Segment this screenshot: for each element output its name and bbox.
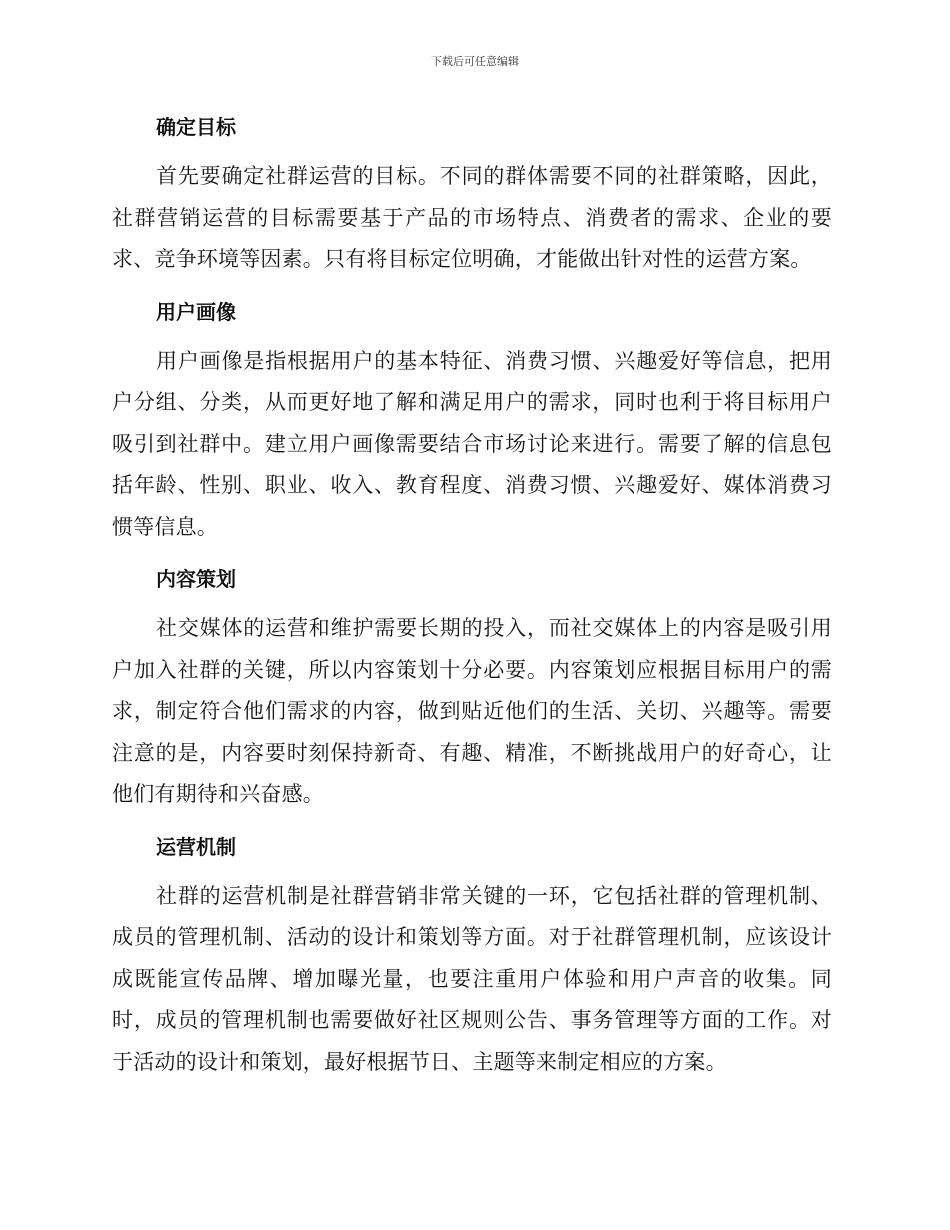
page-header-note: 下载后可任意编辑 [431,55,519,68]
section-paragraph: 用户画像是指根据用户的基本特征、消费习惯、兴趣爱好等信息，把用户分组、分类，从而更好地了解和满足用户的需求，同时也利于将目标用户吸引到社群中。建立用户画像需要结合市场讨论来进行。需要了解的信息包括年龄、性别、职业、收入、教育程度、消费习惯、兴趣爱好、媒体消费习惯等信息。 [112,348,832,539]
section-heading: 用户画像 [156,299,236,324]
section-content-planning [112,558,832,816]
section-operation-mechanism [112,826,832,1084]
section-paragraph: 首先要确定社群运营的目标。不同的群体需要不同的社群策略，因此，社群营销运营的目标需要基于产品的市场特点、消费者的需求、企业的要求、竞争环境等因素。只有将目标定位明确，才能做出针对性的运营方案。 [112,164,832,271]
section-heading: 确定目标 [156,115,236,139]
section-user-persona [112,291,832,549]
document-body [112,106,832,1093]
section-paragraph: 社交媒体的运营和维护需要长期的投入，而社交媒体上的内容是吸引用户加入社群的关键，所以内容策划十分必要。内容策划应根据目标用户的需求，制定符合他们需求的内容，做到贴近他们的生活、关切、兴趣等。需要注意的是，内容要时刻保持新奇、有趣、精准，不断挑战用户的好奇心，让他们有期待和兴奋感。 [112,616,832,806]
section-paragraph: 社群的运营机制是社群营销非常关键的一环，它包括社群的管理机制、成员的管理机制、活动的设计和策划等方面。对于社群管理机制，应该设计成既能宣传品牌、增加曝光量，也要注重用户体验和用户声音的收集。同时，成员的管理机制也需要做好社区规则公告、事务管理等方面的工作。对于活动的设计和策划，最好根据节日、主题等来制定相应的方案。 [112,883,832,1074]
section-heading: 运营机制 [156,834,236,859]
section-heading: 内容策划 [156,567,236,591]
section-goal [112,106,832,281]
